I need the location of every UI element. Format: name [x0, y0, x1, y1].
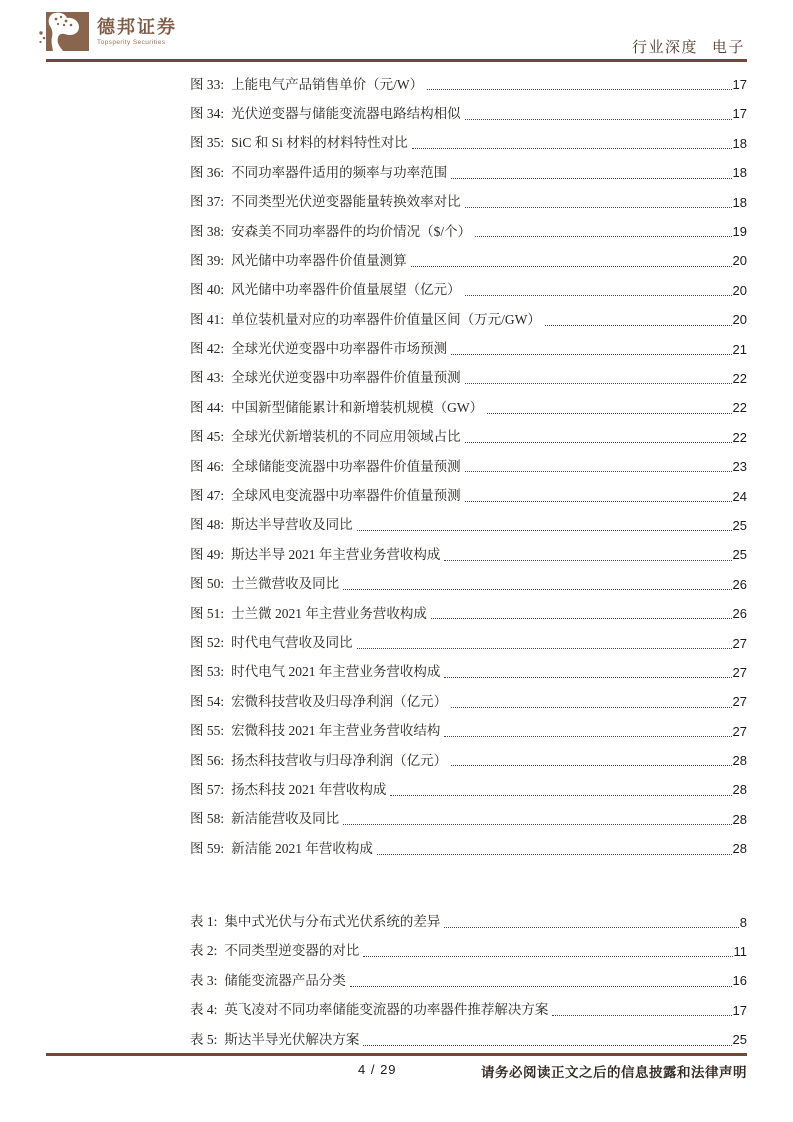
toc-entry[interactable]: [190, 803, 747, 832]
toc-entry-label: 图 39:: [190, 252, 225, 268]
toc-entry[interactable]: [190, 362, 747, 391]
toc-entry-title: 英飞凌对不同功率储能变流器的功率器件推荐解决方案: [224, 1002, 549, 1018]
toc-entry-title: 全球储能变流器中功率器件价值量预测: [231, 458, 461, 474]
toc-entry-page: 22: [732, 371, 747, 386]
toc-entry-page: 27: [732, 664, 747, 680]
doc-type-text: 行业深度: [631, 40, 698, 56]
toc-entry-title: 斯达半导营收及同比: [231, 517, 353, 533]
toc-leader-dots: [444, 927, 738, 928]
toc-entry-title: 单位装机量对应的功率器件价值量区间（万元/GW）: [231, 311, 541, 327]
toc-entry-page: 26: [732, 576, 747, 592]
toc-figures-list: [190, 68, 747, 862]
toc-entry-title: 集中式光伏与分布式光伏系统的差异: [224, 914, 441, 930]
toc-entry-label: 表 3:: [190, 972, 218, 988]
toc-entry-label: 图 48:: [190, 517, 225, 533]
toc-entry-title: 不同类型逆变器的对比: [224, 943, 360, 959]
toc-entry-label: 图 52:: [190, 634, 225, 650]
toc-entry-title: 全球风电变流器中功率器件价值量预测: [231, 488, 461, 504]
toc-entry-page: 27: [732, 723, 747, 739]
toc-entry-label: 图 55:: [190, 723, 225, 739]
toc-entry-page: 28: [732, 753, 747, 769]
section-text: 电子: [711, 40, 745, 56]
toc-entry-label: 图 35:: [190, 135, 225, 151]
toc-entry-page: 20: [732, 312, 747, 328]
toc-entry[interactable]: [190, 597, 747, 626]
toc-entry-page: 26: [732, 606, 747, 622]
toc-entry-label: 图 40:: [190, 282, 225, 298]
toc-leader-dots: [465, 119, 732, 120]
toc-entry-page: 17: [732, 1002, 747, 1018]
toc-entry-label: 图 54:: [190, 693, 225, 709]
toc-entry-page: 20: [732, 253, 747, 269]
toc-leader-dots: [465, 295, 732, 296]
toc-leader-dots: [390, 795, 731, 796]
toc-entry[interactable]: [190, 568, 747, 597]
toc-entry[interactable]: [190, 656, 747, 685]
toc-leader-dots: [412, 148, 732, 149]
toc-entry-title: 光伏逆变器与储能变流器电路结构相似: [231, 105, 461, 121]
toc-entry-title: 宏微科技 2021 年主营业务营收结构: [231, 723, 441, 739]
brand-logo: [38, 11, 90, 53]
toc-entry-page: 16: [732, 973, 747, 989]
toc-entry-label: 图 46:: [190, 458, 225, 474]
toc-entry[interactable]: [190, 244, 747, 273]
toc-entry-title: 安森美不同功率器件的均价情况（$/个）: [231, 223, 472, 239]
toc-entry-page: 18: [732, 135, 747, 151]
toc-entry-page: 8: [739, 914, 747, 930]
toc-entry-page: 27: [732, 635, 747, 651]
toc-entry-title: 斯达半导 2021 年主营业务营收构成: [231, 546, 441, 562]
toc-entry-label: 图 56:: [190, 752, 225, 768]
toc-entry-title: 上能电气产品销售单价（元/W）: [231, 76, 424, 92]
toc-entry-title: 中国新型储能累计和新增装机规模（GW）: [231, 399, 484, 415]
toc-entry-label: 图 33:: [190, 76, 225, 92]
toc-entry-page: 24: [732, 488, 747, 504]
toc-entry-label: 表 1:: [190, 914, 218, 930]
page-header: [0, 0, 793, 62]
toc-entry-title: 全球光伏逆变器中功率器件价值量预测: [231, 370, 461, 386]
toc-entry-title: 扬杰科技营收与归母净利润（亿元）: [231, 752, 448, 768]
toc-entry-label: 图 58:: [190, 811, 225, 827]
toc-entry-title: 全球光伏逆变器中功率器件市场预测: [231, 341, 448, 357]
toc-entry[interactable]: [190, 127, 747, 156]
toc-entry[interactable]: [190, 626, 747, 655]
toc-entry-label: 表 4:: [190, 1002, 218, 1018]
toc-entry[interactable]: [190, 906, 747, 935]
table-of-contents: [190, 68, 747, 1053]
toc-entry-title: 不同功率器件适用的频率与功率范围: [231, 164, 448, 180]
toc-leader-dots: [350, 986, 732, 987]
toc-leader-dots: [343, 589, 731, 590]
toc-entry-page: 23: [732, 459, 747, 475]
toc-entry-title: 扬杰科技 2021 年营收构成: [231, 781, 387, 797]
toc-entry[interactable]: [190, 773, 747, 802]
toc-leader-dots: [451, 178, 731, 179]
toc-entry-title: 士兰微 2021 年主营业务营收构成: [231, 605, 427, 621]
toc-entry[interactable]: [190, 1023, 747, 1052]
toc-entry-page: 25: [732, 517, 747, 533]
toc-entry-label: 图 34:: [190, 105, 225, 121]
toc-entry-page: 22: [732, 429, 747, 445]
brand-name: 德邦证券: [97, 17, 177, 37]
toc-entry[interactable]: [190, 685, 747, 714]
toc-entry[interactable]: [190, 744, 747, 773]
toc-leader-dots: [411, 266, 732, 267]
toc-leader-dots: [451, 707, 731, 708]
toc-entry-title: 宏微科技营收及归母净利润（亿元）: [231, 693, 448, 709]
toc-leader-dots: [363, 1045, 731, 1046]
toc-entry-title: 新洁能 2021 年营收构成: [231, 840, 373, 856]
toc-entry-title: 新洁能营收及同比: [231, 811, 340, 827]
toc-entry-label: 图 53:: [190, 664, 225, 680]
toc-leader-dots: [427, 89, 731, 90]
toc-entry-label: 图 51:: [190, 605, 225, 621]
toc-entry-title: 储能变流器产品分类: [224, 972, 346, 988]
toc-entry-title: 时代电气 2021 年主营业务营收构成: [231, 664, 441, 680]
toc-entry-label: 表 2:: [190, 943, 218, 959]
toc-entry-label: 图 43:: [190, 370, 225, 386]
toc-entry-title: 风光储中功率器件价值量展望（亿元）: [231, 282, 461, 298]
toc-tables-list: [190, 906, 747, 1053]
toc-entry-label: 图 59:: [190, 840, 225, 856]
toc-leader-dots: [444, 736, 731, 737]
toc-entry-title: 不同类型光伏逆变器能量转换效率对比: [231, 194, 461, 210]
toc-entry[interactable]: [190, 68, 747, 97]
toc-entry-page: 11: [733, 944, 747, 960]
toc-entry[interactable]: [190, 450, 747, 479]
toc-entry-title: 斯达半导光伏解决方案: [224, 1031, 360, 1047]
toc-entry-page: 20: [732, 282, 747, 298]
toc-entry-label: 图 57:: [190, 781, 225, 797]
toc-leader-dots: [357, 648, 732, 649]
toc-entry[interactable]: [190, 274, 747, 303]
toc-entry[interactable]: [190, 509, 747, 538]
toc-entry[interactable]: [190, 333, 747, 362]
toc-entry[interactable]: [190, 935, 747, 964]
toc-leader-dots: [451, 354, 731, 355]
header-divider: [46, 59, 747, 62]
toc-leader-dots: [475, 236, 731, 237]
toc-entry-label: 图 45:: [190, 429, 225, 445]
toc-entry-label: 图 36:: [190, 164, 225, 180]
toc-entry-page: 28: [732, 841, 747, 857]
brand-subtitle: Topsperity Securities: [97, 39, 166, 46]
toc-entry-page: 22: [732, 400, 747, 416]
toc-entry-page: 18: [732, 165, 747, 181]
toc-entry[interactable]: [190, 186, 747, 215]
toc-entry[interactable]: [190, 964, 747, 993]
toc-entry-title: 全球光伏新增装机的不同应用领域占比: [231, 429, 461, 445]
toc-leader-dots: [552, 1015, 731, 1016]
toc-entry-label: 图 44:: [190, 399, 225, 415]
toc-leader-dots: [465, 442, 732, 443]
page-number-indicator: 4 / 29: [358, 1062, 397, 1077]
toc-entry-label: 图 37:: [190, 194, 225, 210]
toc-entry[interactable]: [190, 421, 747, 450]
toc-entry-label: 表 5:: [190, 1031, 218, 1047]
toc-entry-label: 图 49:: [190, 546, 225, 562]
toc-leader-dots: [487, 413, 731, 414]
toc-entry-page: 27: [732, 694, 747, 710]
toc-leader-dots: [465, 501, 732, 502]
footer-divider: [46, 1053, 747, 1056]
toc-leader-dots: [431, 618, 732, 619]
toc-leader-dots: [444, 677, 731, 678]
toc-entry-page: 25: [732, 547, 747, 563]
toc-entry[interactable]: [190, 215, 747, 244]
toc-leader-dots: [545, 325, 732, 326]
toc-entry[interactable]: [190, 97, 747, 126]
toc-entry-page: 28: [732, 811, 747, 827]
toc-leader-dots: [357, 530, 732, 531]
leopard-logo-icon: [38, 40, 90, 57]
toc-entry-page: 17: [732, 77, 747, 93]
report-type-label: [632, 36, 745, 57]
toc-entry[interactable]: [190, 538, 747, 567]
toc-entry[interactable]: [190, 479, 747, 508]
toc-entry-page: 19: [732, 224, 747, 240]
toc-leader-dots: [444, 560, 731, 561]
toc-entry-title: SiC 和 Si 材料的材料特性对比: [231, 135, 408, 151]
toc-leader-dots: [451, 765, 731, 766]
toc-entry-page: 18: [732, 194, 747, 210]
toc-entry-label: 图 38:: [190, 223, 225, 239]
toc-leader-dots: [377, 854, 732, 855]
toc-leader-dots: [465, 471, 732, 472]
toc-entry-page: 25: [732, 1032, 747, 1048]
toc-entry[interactable]: [190, 832, 747, 861]
footer-disclaimer: 请务必阅读正文之后的信息披露和法律声明: [481, 1065, 747, 1080]
toc-entry-page: 17: [732, 106, 747, 122]
toc-entry-label: 图 41:: [190, 311, 225, 327]
toc-entry[interactable]: [190, 156, 747, 185]
toc-entry-label: 图 47:: [190, 488, 225, 504]
toc-entry[interactable]: [190, 391, 747, 420]
toc-entry-label: 图 42:: [190, 341, 225, 357]
toc-entry-title: 士兰微营收及同比: [231, 576, 340, 592]
toc-entry[interactable]: [190, 715, 747, 744]
toc-entry-page: 28: [732, 782, 747, 798]
toc-leader-dots: [465, 383, 732, 384]
toc-entry-label: 图 50:: [190, 576, 225, 592]
toc-entry-page: 21: [732, 341, 747, 357]
toc-entry[interactable]: [190, 303, 747, 332]
toc-section-gap: [190, 862, 747, 906]
toc-entry[interactable]: [190, 994, 747, 1023]
toc-entry-title: 时代电气营收及同比: [231, 634, 353, 650]
toc-leader-dots: [465, 207, 732, 208]
toc-leader-dots: [363, 956, 732, 957]
toc-leader-dots: [343, 824, 731, 825]
toc-entry-title: 风光储中功率器件价值量测算: [231, 252, 407, 268]
